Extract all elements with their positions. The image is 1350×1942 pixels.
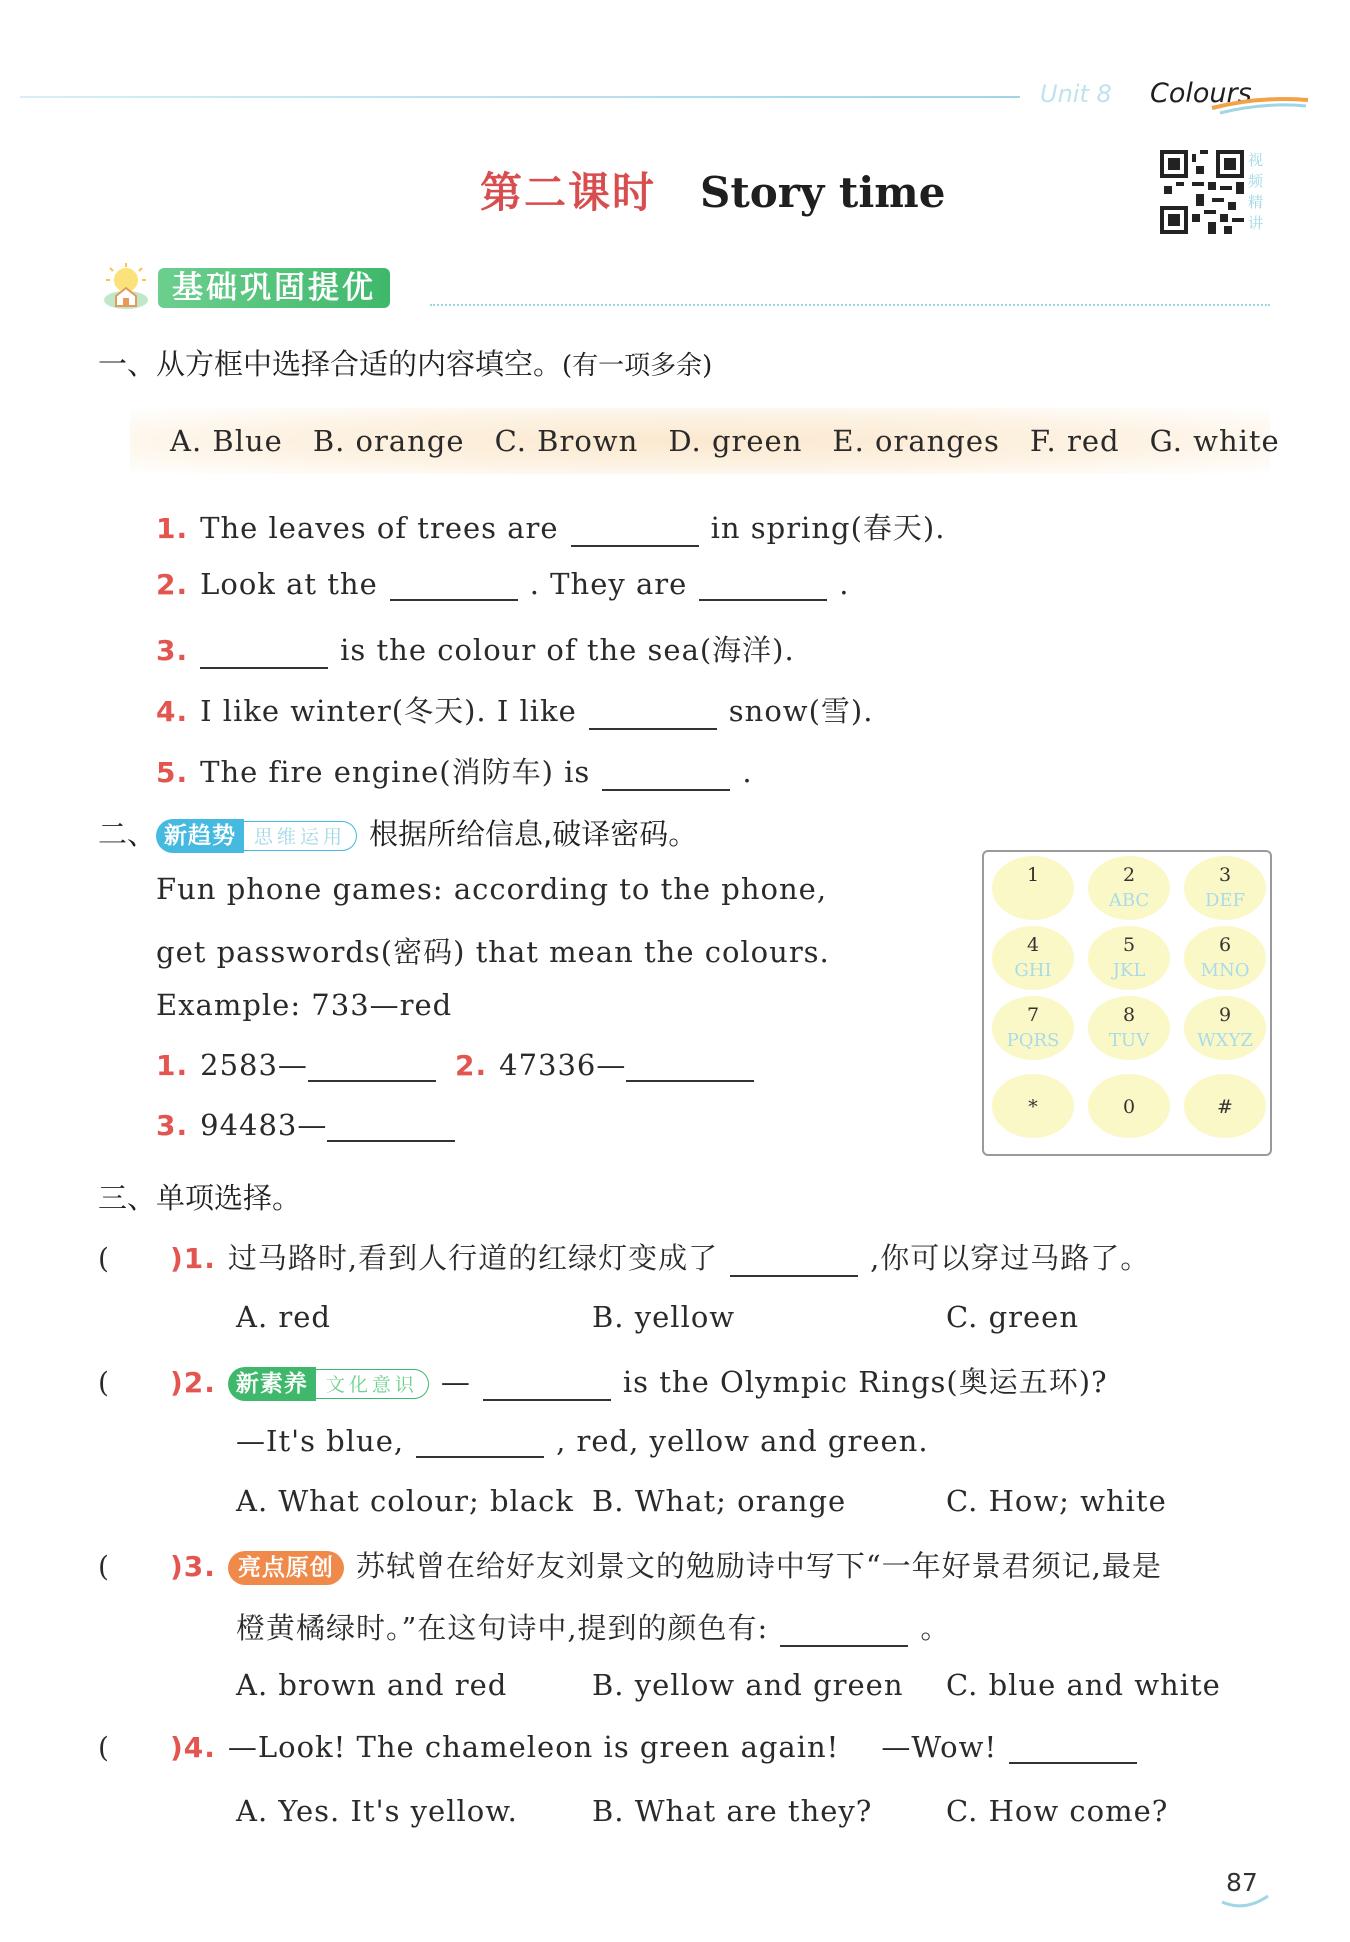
choice-blank[interactable]	[110, 1557, 170, 1585]
mc-question-2: ( )2. 新素养 文化意识 — is the Olympic Rings(奥运五环)?	[98, 1365, 1108, 1399]
choice-item: A. Blue	[170, 424, 283, 458]
keypad-key: 5 JKL	[1088, 926, 1170, 990]
password-item-1: 1. 2583—	[156, 1048, 448, 1082]
answer-blank[interactable]	[602, 763, 730, 791]
fill-item-3: 3. is the colour of the sea(海洋).	[156, 633, 795, 667]
answer-blank[interactable]	[626, 1054, 754, 1082]
answer-blank[interactable]	[416, 1430, 544, 1458]
choice-item: E. oranges	[832, 424, 1000, 458]
qr-code-icon[interactable]	[1160, 150, 1244, 234]
keypad-key: 3 DEF	[1184, 856, 1266, 920]
choice-item: D. green	[668, 424, 803, 458]
answer-blank[interactable]	[1009, 1736, 1137, 1764]
choice-list	[170, 424, 1280, 458]
lesson-title-cn: 第二课时	[480, 168, 657, 217]
mc-option-4c[interactable]: C. How come?	[946, 1794, 1169, 1828]
choice-blank[interactable]	[110, 1736, 170, 1764]
mc-option-1a[interactable]: A. red	[236, 1300, 331, 1334]
mc-option-4a[interactable]: A. Yes. It's yellow.	[236, 1794, 518, 1828]
keypad-key: 4 GHI	[992, 926, 1074, 990]
unit-tag: Unit 8	[1040, 80, 1112, 108]
banner-divider	[430, 304, 1270, 306]
section2-example: Example: 733—red	[156, 988, 453, 1022]
choice-item: C. Brown	[494, 424, 639, 458]
choice-item: G. white	[1149, 424, 1280, 458]
answer-blank[interactable]	[483, 1373, 611, 1401]
swoosh-icon	[1210, 96, 1310, 116]
keypad-key: 6 MNO	[1184, 926, 1266, 990]
mc-option-2c[interactable]: C. How; white	[946, 1484, 1167, 1518]
choice-item: F. red	[1029, 424, 1120, 458]
mc-question-2-line2: —It's blue, , red, yellow and green.	[236, 1424, 929, 1458]
phone-keypad	[982, 850, 1272, 1156]
section2-text1: Fun phone games: according to the phone,	[156, 872, 828, 906]
banner-label: 基础巩固提优	[158, 268, 390, 308]
password-item-2: 2. 47336—	[455, 1048, 766, 1082]
mc-option-1c[interactable]: C. green	[946, 1300, 1080, 1334]
mc-option-2b[interactable]: B. What; orange	[592, 1484, 847, 1518]
mc-question-4: ( )4. —Look! The chameleon is green again! —Wow!	[98, 1730, 1149, 1764]
answer-blank[interactable]	[780, 1619, 908, 1647]
answer-blank[interactable]	[390, 573, 518, 601]
choice-item: B. orange	[312, 424, 465, 458]
answer-blank[interactable]	[308, 1054, 436, 1082]
page-number: 87	[1226, 1868, 1258, 1897]
literacy-tag: 新素养 文化意识	[228, 1367, 429, 1401]
answer-blank[interactable]	[327, 1114, 455, 1142]
sun-house-icon	[100, 262, 156, 312]
keypad-key: 9 WXYZ	[1184, 996, 1266, 1060]
mc-option-2a[interactable]: A. What colour; black	[236, 1484, 574, 1518]
mc-question-1: ( )1. 过马路时,看到人行道的红绿灯变成了 ,你可以穿过马路了。	[98, 1241, 1151, 1275]
answer-blank[interactable]	[571, 519, 699, 547]
header-rule	[20, 96, 1020, 98]
mc-question-3-line2: 橙黄橘绿时。”在这句诗中,提到的颜色有: 。	[236, 1611, 951, 1645]
keypad-key: #	[1184, 1074, 1266, 1138]
fill-item-4: 4. I like winter(冬天). I like snow(雪).	[156, 694, 874, 728]
password-item-3: 3. 94483—	[156, 1108, 467, 1142]
fill-item-1: 1. The leaves of trees are in spring(春天).	[156, 511, 946, 545]
mc-question-3: ( )3. 亮点原创 苏轼曾在给好友刘景文的勉励诗中写下“一年好景君须记,最是	[98, 1549, 1162, 1583]
keypad-key: 2 ABC	[1088, 856, 1170, 920]
fill-item-5: 5. The fire engine(消防车) is .	[156, 755, 753, 789]
mc-option-3b[interactable]: B. yellow and green	[592, 1668, 904, 1702]
swoosh-icon	[1220, 1892, 1270, 1910]
section2-text2: get passwords(密码) that mean the colours.	[156, 935, 830, 969]
keypad-key: *	[992, 1074, 1074, 1138]
original-tag: 亮点原创	[228, 1551, 344, 1585]
mc-option-3c[interactable]: C. blue and white	[946, 1668, 1221, 1702]
answer-blank[interactable]	[200, 641, 328, 669]
keypad-key: 8 TUV	[1088, 996, 1170, 1060]
keypad-key: 1	[992, 856, 1074, 920]
mc-option-4b[interactable]: B. What are they?	[592, 1794, 873, 1828]
keypad-key: 7 PQRS	[992, 996, 1074, 1060]
choice-blank[interactable]	[110, 1373, 170, 1401]
mc-option-1b[interactable]: B. yellow	[592, 1300, 736, 1334]
section3-heading: 三、单项选择。	[98, 1181, 302, 1215]
choice-blank[interactable]	[110, 1249, 170, 1277]
section1-heading: 一、从方框中选择合适的内容填空。(有一项多余)	[98, 347, 713, 381]
keypad-key: 0	[1088, 1074, 1170, 1138]
qr-label: 视 频 精 讲	[1248, 151, 1264, 232]
trend-tag: 新趋势 思维运用	[156, 819, 357, 853]
mc-option-3a[interactable]: A. brown and red	[236, 1668, 508, 1702]
answer-blank[interactable]	[730, 1249, 858, 1277]
lesson-title	[480, 160, 945, 220]
answer-blank[interactable]	[699, 573, 827, 601]
unit-title: Colours	[1150, 78, 1252, 109]
lesson-title-en: Story time	[700, 168, 946, 217]
answer-blank[interactable]	[589, 702, 717, 730]
section2-heading: 二、 新趋势 思维运用 根据所给信息,破译密码。	[98, 817, 698, 851]
fill-item-2: 2. Look at the . They are .	[156, 567, 850, 601]
